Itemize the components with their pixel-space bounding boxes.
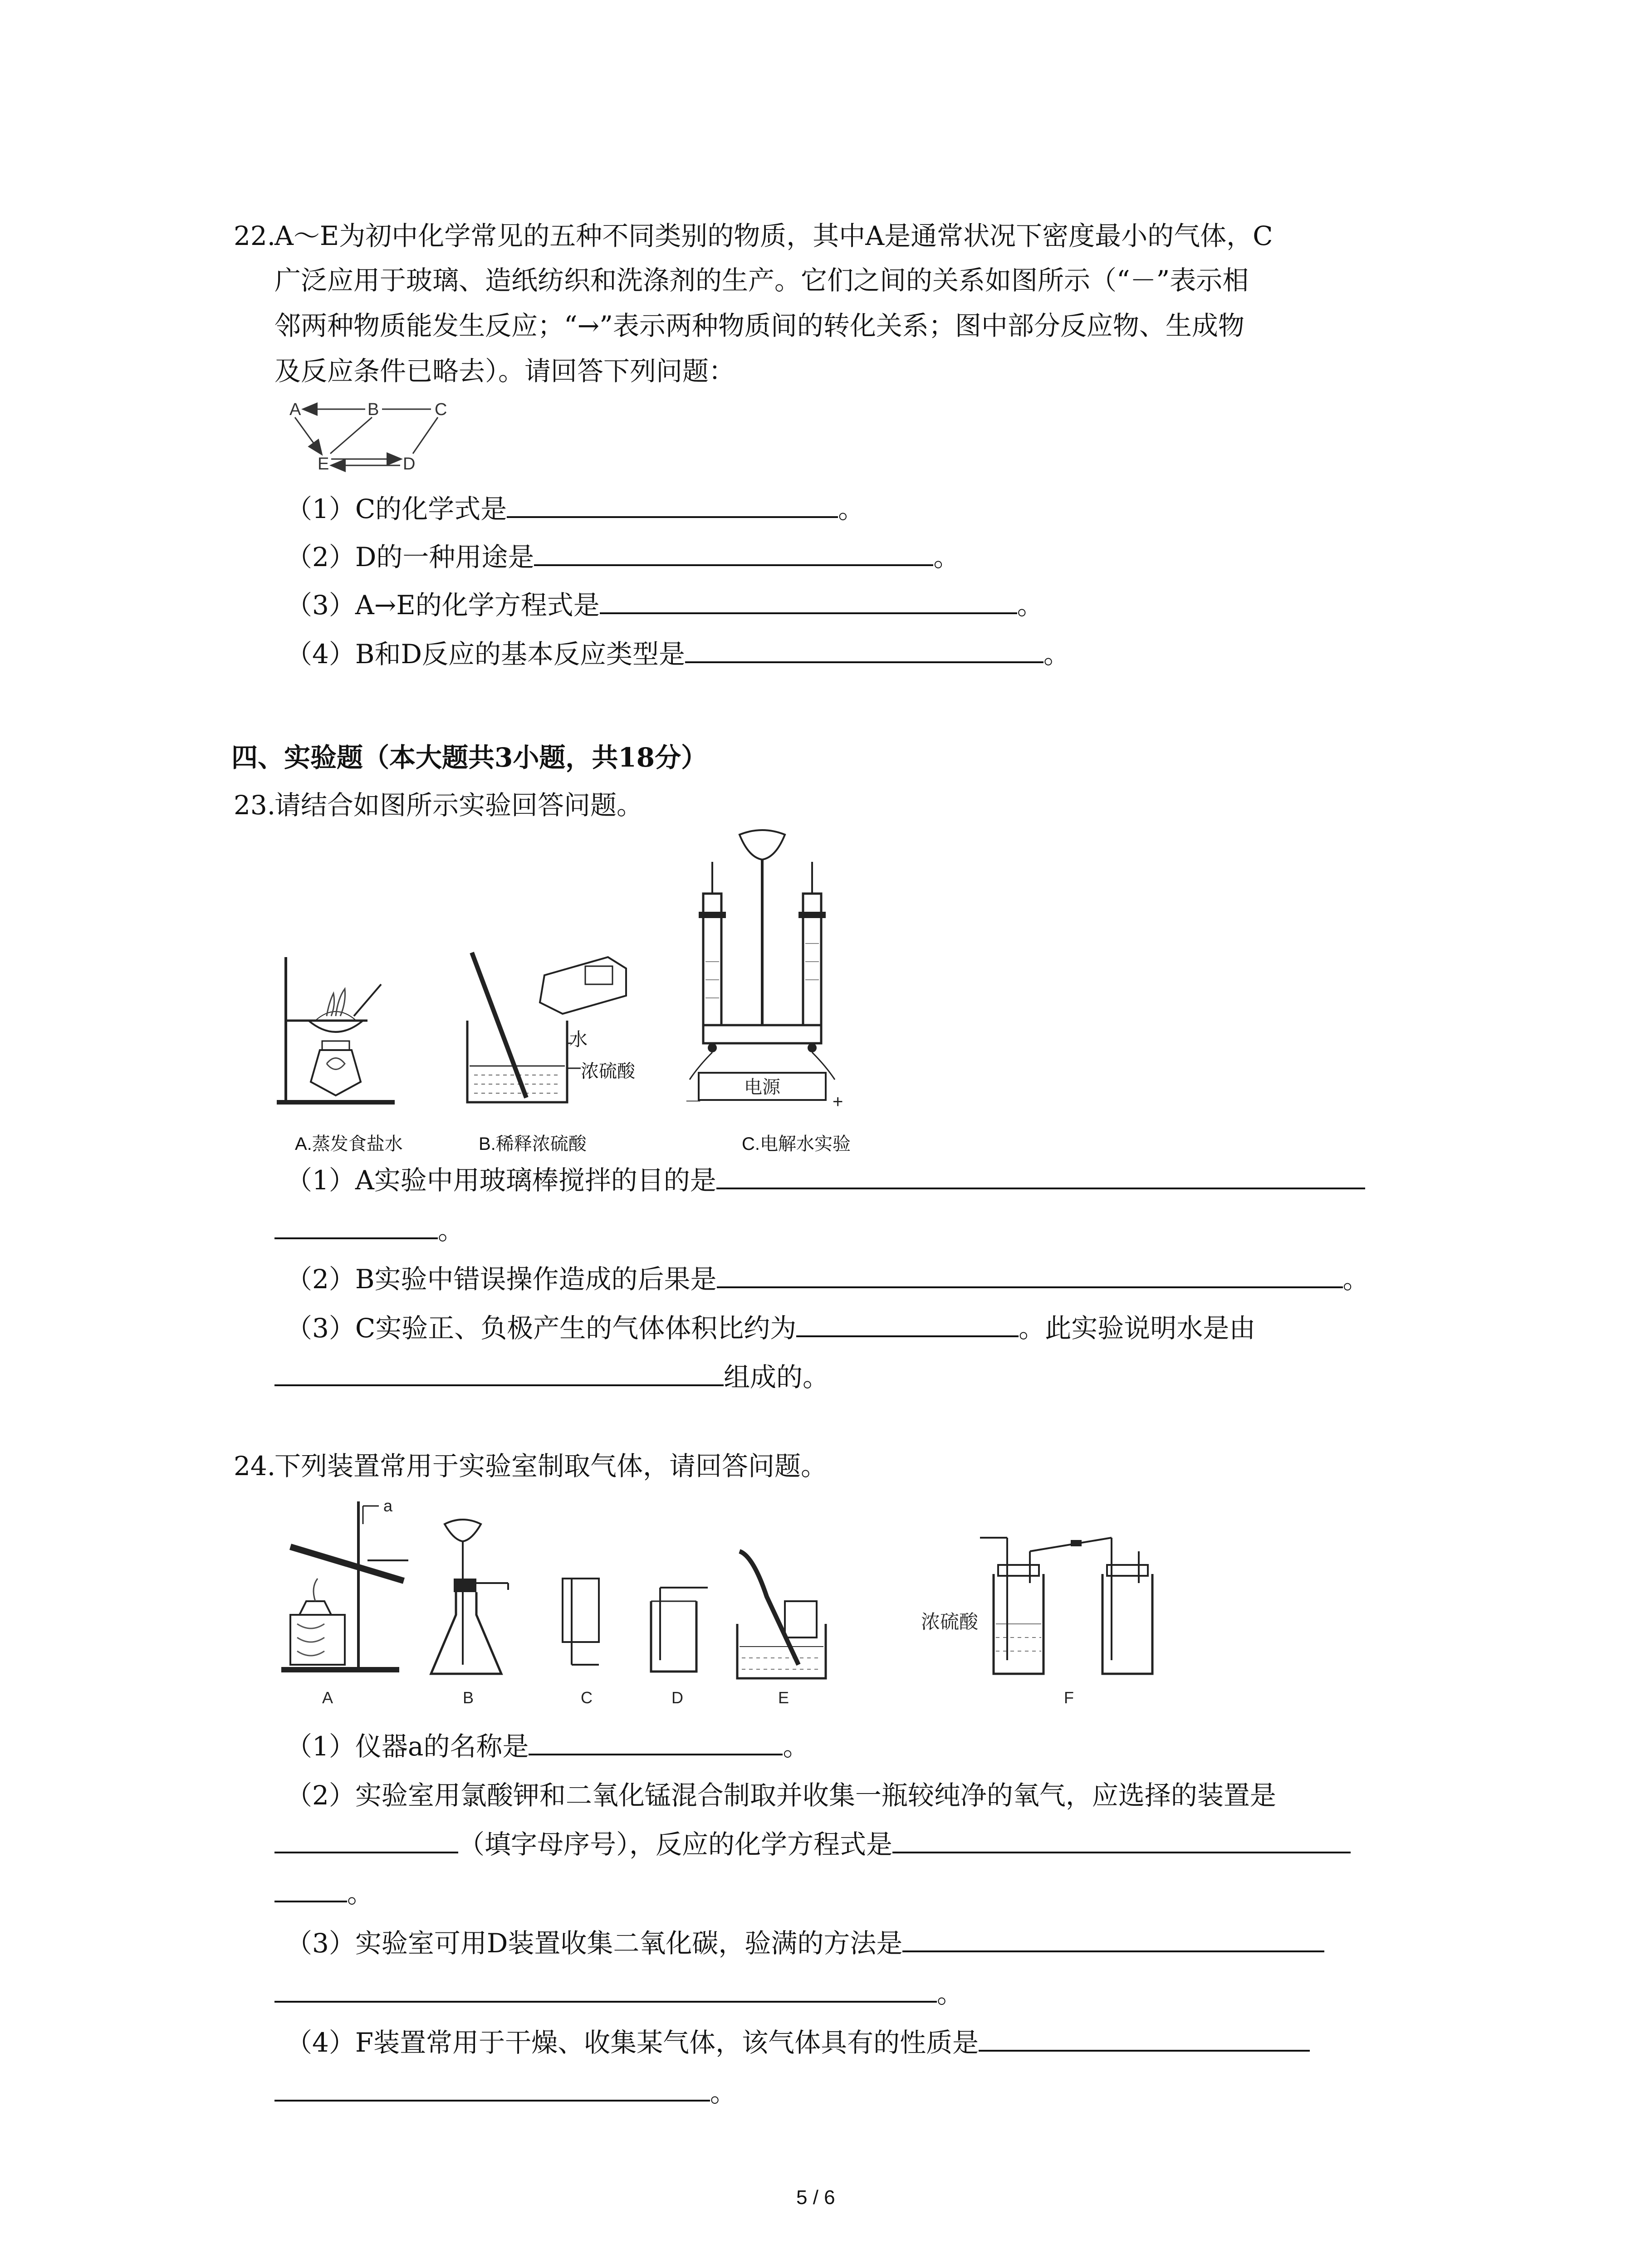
q23-caption-b: B.稀释浓硫酸 (479, 1134, 587, 1154)
q23-sub2-text: （2）B实验中错误操作造成的后果是 (286, 1264, 717, 1295)
label-B: B (463, 1688, 474, 1707)
q23-sub1-blank2[interactable] (274, 1209, 438, 1239)
q22-number: 22. (234, 220, 276, 251)
q24-sub2-blank3[interactable] (274, 1872, 347, 1902)
q23-sub3-blank1[interactable] (796, 1307, 1019, 1337)
q23-caption-c: C.电解水实验 (742, 1134, 851, 1154)
q22-sub3-prefix: （3） (286, 590, 355, 621)
node-c: C (435, 400, 447, 419)
q24-sub3-cont (274, 1971, 963, 2016)
q24-stem: 下列装置常用于实验室制取气体，请回答问题。 (274, 1451, 828, 1481)
q22-sub1-prefix: （1） (286, 494, 355, 524)
q24-sub2-cont (274, 1822, 1351, 1867)
node-e: E (318, 455, 329, 474)
q22-line1: A～E为初中化学常见的五种不同类别的物质，其中A是通常状况下密度最小的气体，C (274, 220, 1273, 251)
apparatus-b (431, 1520, 508, 1674)
q23-sub1 (286, 1158, 1365, 1203)
q23-sub3-end: 组成的。 (724, 1362, 829, 1393)
q23-sub3-blank2[interactable] (274, 1356, 724, 1386)
q22-sub1-text: C的化学式是 (355, 494, 507, 524)
node-d: D (403, 455, 416, 474)
q22-sub1 (286, 486, 864, 532)
q24-sub4-cont (274, 2070, 736, 2115)
edge-c-d (413, 417, 438, 454)
apparatus-a-label-a: a (383, 1497, 393, 1515)
q23-sub2-blank[interactable] (717, 1258, 1343, 1288)
q22-sub3-text: A→E的化学方程式是 (355, 590, 600, 621)
q24-number: 24. (234, 1451, 276, 1481)
apparatus-f-acid-label: 浓硫酸 (921, 1611, 979, 1633)
label-F: F (1064, 1688, 1074, 1707)
q24-sub4-end: 。 (710, 2077, 737, 2108)
q22-sub2-end: 。 (933, 542, 960, 572)
apparatus-f (921, 1538, 1152, 1674)
q24-sub4 (286, 2020, 1310, 2065)
q22-sub2-text: D的一种用途是 (355, 542, 534, 572)
q23-sub1-cont (274, 1207, 464, 1253)
q24-sub1-text: （1）仪器a的名称是 (286, 1731, 529, 1762)
q22-sub3 (286, 582, 1043, 628)
q23-sub1-end: 。 (438, 1215, 465, 1246)
q23-label-water: 水 (569, 1030, 588, 1050)
power-source-label: 电源 (744, 1077, 780, 1097)
q23-fig-b-dilution (454, 948, 644, 1116)
q23-sub1-blank[interactable] (716, 1159, 1365, 1189)
q22-sub1-end: 。 (838, 494, 865, 524)
q22-sub4-text: B和D反应的基本反应类型是 (355, 639, 686, 670)
page-number: 5 / 6 (796, 2186, 835, 2209)
q24-sub2-blank1[interactable] (274, 1823, 458, 1853)
q23-stem: 请结合如图所示实验回答问题。 (274, 790, 643, 821)
q23-sub3-text2: 。此实验说明水是由 (1019, 1313, 1256, 1344)
q22-sub2 (286, 534, 960, 580)
q24-sub3 (286, 1921, 1324, 1966)
label-A: A (322, 1688, 333, 1707)
label-E: E (778, 1688, 789, 1707)
q23-sub3-cont (274, 1354, 829, 1400)
q23-sub3-text: （3）C实验正、负极产生的气体体积比约为 (286, 1313, 797, 1344)
q22-line2: 广泛应用于玻璃、造纸纺织和洗涤剂的生产。它们之间的关系如图所示（“－”表示相 (274, 265, 1249, 296)
q22-sub2-blank[interactable] (534, 536, 933, 566)
q24-sub3-end: 。 (937, 1978, 964, 2009)
q24-sub4-blank[interactable] (979, 2022, 1310, 2052)
q24-sub3-blank[interactable] (902, 1922, 1324, 1952)
q22-sub4-blank[interactable] (685, 633, 1043, 663)
q22-sub4-prefix: （4） (286, 639, 355, 670)
q24-sub3-blank2[interactable] (274, 1973, 937, 2003)
apparatus-a (281, 1497, 408, 1672)
q24-sub1-end: 。 (783, 1731, 809, 1762)
apparatus-e (737, 1551, 826, 1678)
q22-sub4-end: 。 (1043, 639, 1070, 670)
q24-sub4-blank2[interactable] (274, 2072, 710, 2102)
q24-sub1-blank[interactable] (529, 1725, 783, 1755)
q24-sub4-text: （4）F装置常用于干燥、收集某气体，该气体具有的性质是 (286, 2027, 979, 2058)
q23-number: 23. (234, 790, 276, 821)
q23-sub3 (286, 1305, 1255, 1351)
edge-a-to-e (295, 417, 321, 454)
node-a: A (289, 400, 301, 419)
q24-sub2: （2）实验室用氯酸钾和二氧化锰混合制取并收集一瓶较纯净的氧气，应选择的装置是 (286, 1780, 1276, 1811)
q22-sub1-blank[interactable] (507, 488, 838, 518)
q24-sub3-text: （3）实验室可用D装置收集二氧化碳，验满的方法是 (286, 1928, 903, 1959)
q23-sub1-text: （1）A实验中用玻璃棒搅拌的目的是 (286, 1165, 716, 1196)
label-C: C (581, 1688, 593, 1707)
q23-fig-c-electrolysis (671, 826, 862, 1116)
q22-relation-diagram (281, 395, 463, 476)
q24-sub2-cont2 (274, 1871, 373, 1916)
section-heading: 四、实验题（本大题共3小题，共18分） (231, 742, 708, 773)
q22-line3: 邻两种物质能发生反应；“→”表示两种物质间的转化关系；图中部分反应物、生成物 (274, 310, 1244, 341)
edge-b-e (330, 417, 372, 454)
apparatus-c (563, 1579, 599, 1665)
q23-caption-a: A.蒸发食盐水 (295, 1134, 403, 1154)
q22-sub3-blank[interactable] (600, 584, 1017, 614)
q24-sub2-blank2[interactable] (892, 1823, 1351, 1853)
q24-apparatus-figure (272, 1497, 1225, 1710)
node-b: B (367, 400, 379, 419)
q24-sub2-text2: （填字母序号），反应的化学方程式是 (458, 1829, 893, 1860)
q22-sub4 (286, 631, 1070, 677)
label-D: D (671, 1688, 683, 1707)
q22-sub2-prefix: （2） (286, 542, 355, 572)
q23-label-acid: 浓硫酸 (581, 1061, 635, 1081)
q22-sub3-end: 。 (1017, 590, 1043, 621)
q24-sub1 (286, 1724, 809, 1769)
q24-sub2-end: 。 (347, 1878, 374, 1909)
q22-line4: 及反应条件已略去）。请回答下列问题： (274, 356, 735, 386)
apparatus-d (651, 1588, 708, 1672)
q23-sub2-end: 。 (1342, 1264, 1369, 1295)
q23-sub2 (286, 1256, 1369, 1302)
minus-label: － (684, 1092, 702, 1112)
q23-fig-a-evaporation (272, 953, 399, 1116)
plus-label: + (833, 1092, 843, 1112)
